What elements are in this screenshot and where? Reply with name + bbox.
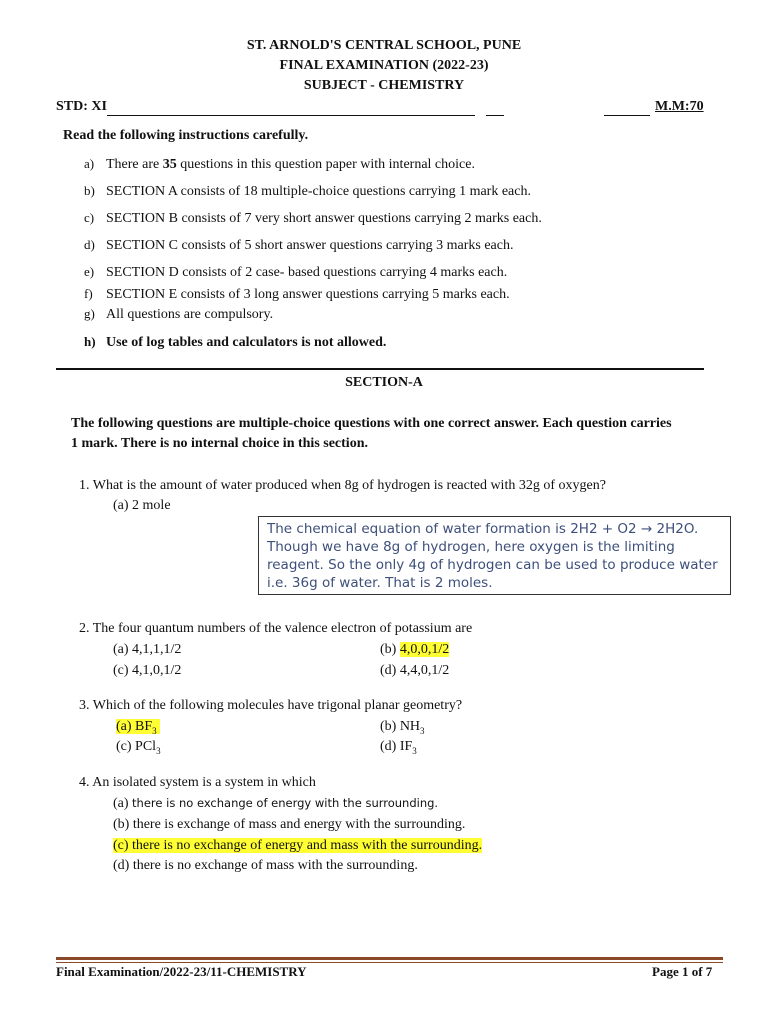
subscript: 3 <box>156 745 161 756</box>
instruction-marker: g) <box>84 306 95 321</box>
instruction-marker: f) <box>84 286 93 301</box>
instruction-text: SECTION D consists of 2 case- based questions carrying 4 marks each. <box>106 265 508 280</box>
instruction-item <box>84 183 531 200</box>
instruction-text: SECTION A consists of 18 multiple-choice questions carrying 1 mark each. <box>106 184 531 199</box>
highlighted-answer <box>116 719 160 734</box>
instruction-marker: e) <box>84 264 95 279</box>
instruction-item <box>84 237 513 254</box>
blank-underline-1 <box>486 115 504 116</box>
option-label: (b) <box>380 642 400 657</box>
option-text: (d) IF <box>380 739 413 754</box>
instruction-marker: h) <box>84 334 96 349</box>
note-line: Though we have 8g of hydrogen, here oxygen is the limiting <box>267 539 675 555</box>
instruction-item <box>84 156 475 173</box>
instruction-item <box>84 286 510 303</box>
question-2: 2. The four quantum numbers of the valence electron of potassium are <box>79 621 473 636</box>
page-number: Page 1 of 7 <box>652 964 713 979</box>
question-count: 35 <box>162 157 177 172</box>
option-label: (a) <box>113 796 133 811</box>
q2-option-a: (a) 4,1,1,1/2 <box>113 642 182 657</box>
question-3: 3. Which of the following molecules have trigonal planar geometry? <box>79 698 463 713</box>
question-4: 4. An isolated system is a system in which <box>79 775 316 790</box>
instruction-text: questions in this question paper with internal choice. <box>176 157 475 172</box>
q4-option-d: (d) there is no exchange of mass with the surrounding. <box>113 858 418 873</box>
instruction-text: Use of log tables and calculators is not allowed. <box>106 335 387 350</box>
subscript: 3 <box>152 725 157 736</box>
instruction-item <box>84 264 507 281</box>
section-title: SECTION-A <box>345 375 423 390</box>
note-line: i.e. 36g of water. That is 2 moles. <box>267 575 493 591</box>
footer-left: Final Examination/2022-23/11-CHEMISTRY <box>56 964 307 979</box>
instruction-marker: d) <box>84 237 95 252</box>
instruction-marker: c) <box>84 210 95 225</box>
instruction-item <box>84 210 542 227</box>
section-intro-line: 1 mark. There is no internal choice in this section. <box>71 436 368 451</box>
subscript: 3 <box>412 745 417 756</box>
school-name: ST. ARNOLD'S CENTRAL SCHOOL, PUNE <box>246 38 522 53</box>
q3-option-d <box>380 739 417 756</box>
separator-line <box>56 368 704 370</box>
q4-option-a <box>113 796 438 812</box>
blank-underline-2 <box>604 115 650 116</box>
instruction-item <box>84 306 273 323</box>
note-line: reagent. So the only 4g of hydrogen can be used to produce water <box>267 557 718 573</box>
option-text: (a) BF <box>116 719 153 734</box>
footer-rule-thick <box>56 957 723 960</box>
std-underline <box>107 115 475 116</box>
highlighted-answer: 4,0,0,1/2 <box>399 642 450 657</box>
instruction-text: SECTION C consists of 5 short answer questions carrying 3 marks each. <box>106 238 514 253</box>
q3-option-c <box>116 739 161 756</box>
instruction-text: All questions are compulsory. <box>106 307 274 322</box>
instruction-text: SECTION B consists of 7 very short answer questions carrying 2 marks each. <box>106 211 542 226</box>
option-text: (c) PCl <box>116 739 157 754</box>
q2-option-d: (d) 4,4,0,1/2 <box>380 663 450 678</box>
instruction-marker: a) <box>84 156 95 171</box>
instructions-heading: Read the following instructions carefully. <box>63 128 309 143</box>
q4-option-b: (b) there is exchange of mass and energy with the surrounding. <box>113 817 466 832</box>
q3-option-a <box>116 719 160 736</box>
note-line: The chemical equation of water formation is 2H2 + O2 → 2H2O. <box>267 521 699 537</box>
instruction-text: SECTION E consists of 3 long answer questions carrying 5 marks each. <box>106 287 510 302</box>
std-label: STD: XI <box>56 99 107 114</box>
subject-title: SUBJECT - CHEMISTRY <box>303 78 465 93</box>
exam-title: FINAL EXAMINATION (2022-23) <box>279 58 489 73</box>
highlighted-answer: (c) there is no exchange of energy and mass with the surrounding. <box>113 838 483 853</box>
instruction-item <box>84 334 386 351</box>
q2-option-b <box>380 642 449 658</box>
option-text: there is no exchange of energy with the surrounding. <box>132 796 439 810</box>
section-intro-line: The following questions are multiple-choice questions with one correct answer. Each question carries <box>71 416 672 431</box>
subscript: 3 <box>420 725 425 736</box>
q2-option-c: (c) 4,1,0,1/2 <box>113 663 182 678</box>
footer-rule-thin <box>56 962 723 963</box>
q3-option-b <box>380 719 425 736</box>
question-1: 1. What is the amount of water produced when 8g of hydrogen is reacted with 32g of oxygen? <box>79 478 606 493</box>
instruction-marker: b) <box>84 183 95 198</box>
option-text: (b) NH <box>380 719 421 734</box>
q4-option-c <box>113 838 482 854</box>
q1-answer: (a) 2 mole <box>113 498 171 513</box>
max-marks: M.M:70 <box>655 99 704 114</box>
instruction-text: There are <box>106 157 163 172</box>
answer-note-box <box>258 516 731 595</box>
